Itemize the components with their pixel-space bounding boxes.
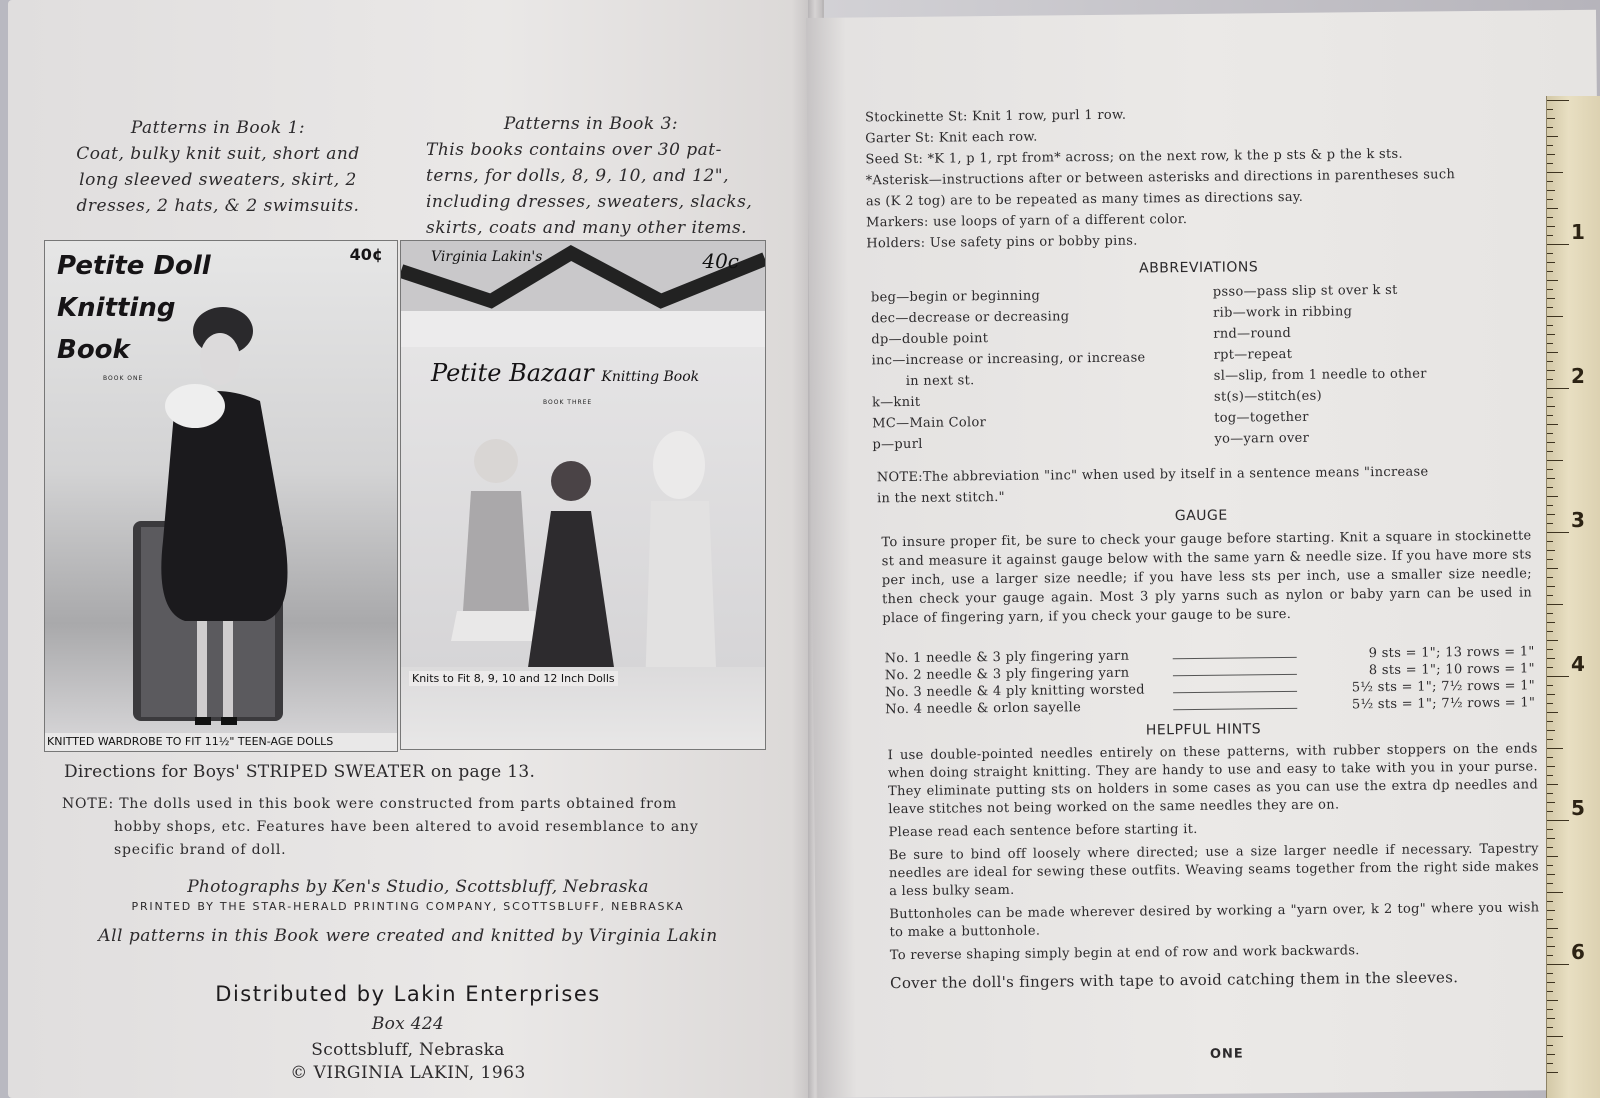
definition-line: Holders: Use safety pins or bobby pins.	[866, 233, 1138, 252]
definition-line: as (K 2 tog) are to be repeated as many times as directions say.	[865, 189, 1304, 210]
gauge-needle: No. 3 needle & 4 ply knitting worsted	[884, 682, 1145, 701]
ruler-tick	[1547, 1018, 1555, 1019]
ruler-tick	[1547, 1063, 1553, 1064]
ruler-tick	[1547, 937, 1553, 938]
ruler-tick	[1547, 226, 1555, 227]
ruler-tick	[1547, 136, 1558, 137]
gauge-table	[885, 643, 1536, 718]
hints-heading: HELPFUL HINTS	[1145, 721, 1262, 739]
cover3-book-label: BOOK THREE	[543, 399, 593, 406]
po-box: Box 424	[371, 1014, 445, 1034]
ruler-tick	[1547, 577, 1553, 578]
ruler-tick	[1547, 910, 1555, 911]
book3-heading: Patterns in Book 3:	[503, 114, 679, 134]
ruler-tick	[1547, 766, 1555, 767]
ruler-tick	[1547, 685, 1553, 686]
ruler-tick	[1547, 1000, 1558, 1001]
distributor: Distributed by Lakin Enterprises	[215, 982, 601, 1006]
abbreviation: psso—pass slip st over k st	[1212, 282, 1398, 300]
directions-text: Directions for Boys' STRIPED SWEATER on page 13.	[64, 762, 536, 782]
ruler-tick	[1547, 694, 1555, 695]
abbreviations-right-column	[1213, 279, 1525, 450]
abbreviations-left-column	[871, 284, 1213, 456]
ruler-tick	[1547, 739, 1553, 740]
ruler-tick	[1547, 469, 1553, 470]
ruler-tick	[1547, 1036, 1563, 1037]
ruler-tick	[1547, 271, 1553, 272]
ruler-tick	[1547, 667, 1553, 668]
ruler-tick	[1547, 730, 1555, 731]
book3-line: including dresses, sweaters, slacks,	[426, 192, 753, 212]
ruler-tick	[1547, 865, 1553, 866]
definition-line: Stockinette St: Knit 1 row, purl 1 row.	[864, 107, 1127, 126]
abbreviation: dec—decrease or decreasing	[871, 309, 1070, 327]
ruler-tick	[1547, 523, 1553, 524]
abbreviations-heading: ABBREVIATIONS	[1138, 259, 1259, 277]
ruler-tick	[1547, 289, 1553, 290]
city: Scottsbluff, Nebraska	[311, 1040, 505, 1060]
abbreviation: yo—yarn over	[1214, 430, 1310, 447]
ruler-tick	[1547, 451, 1553, 452]
ruler-tick	[1547, 514, 1555, 515]
abbreviation: sl—slip, from 1 needle to other	[1213, 366, 1427, 384]
note-line: NOTE: The dolls used in this book were constructed from parts obtained from	[62, 796, 677, 812]
ruler-tick	[1547, 1027, 1553, 1028]
cover1-title-line: Petite Doll	[57, 251, 211, 281]
ruler-number: 3	[1571, 508, 1585, 532]
ruler-tick	[1547, 640, 1558, 641]
cover3-brand: Virginia Lakin's	[431, 249, 543, 265]
helpful-hints	[888, 740, 1541, 998]
ruler-tick	[1547, 118, 1555, 119]
three-dolls-illustration	[401, 401, 765, 701]
ruler-tick	[1547, 991, 1553, 992]
leader-line	[1173, 646, 1297, 659]
ruler-tick	[1547, 568, 1558, 569]
ruler-tick	[1547, 622, 1555, 623]
ruler-tick	[1547, 838, 1555, 839]
leader-line	[1173, 697, 1297, 710]
ruler-tick	[1547, 199, 1553, 200]
tape-measure-ruler	[1546, 96, 1600, 1098]
ruler-tick	[1547, 658, 1555, 659]
ruler-tick	[1547, 379, 1553, 380]
abbreviation: rib—work in ribbing	[1213, 304, 1353, 321]
ruler-tick	[1547, 343, 1553, 344]
ruler-tick	[1547, 649, 1553, 650]
ruler-tick	[1547, 334, 1555, 335]
definition-line: Seed St: *K 1, p 1, rpt from* across; on the next row, k the p sts & p the k sts.	[865, 146, 1404, 168]
ruler-tick	[1547, 190, 1555, 191]
cover1-title-line: Book	[57, 335, 130, 365]
cover3-price: 40c	[702, 249, 739, 273]
ruler-tick	[1547, 775, 1553, 776]
ruler-number: 2	[1571, 364, 1585, 388]
ruler-tick	[1547, 946, 1555, 947]
abbreviation: inc—increase or increasing, or increase	[871, 350, 1146, 369]
abbreviation: k—knit	[871, 394, 921, 411]
stitch-definitions	[865, 101, 1517, 255]
gauge-heading: GAUGE	[1174, 507, 1228, 525]
ruler-tick	[1547, 550, 1555, 551]
ruler-tick	[1547, 280, 1558, 281]
ruler-tick	[1547, 1054, 1555, 1055]
definition-line: *Asterisk—instructions after or between asterisks and directions in parentheses such	[865, 167, 1456, 189]
ruler-tick	[1547, 559, 1553, 560]
ruler-tick	[1547, 613, 1553, 614]
ruler-tick	[1547, 235, 1553, 236]
gauge-value: 9 sts = 1"; 13 rows = 1"	[1368, 644, 1535, 662]
ruler-tick	[1547, 631, 1553, 632]
ruler-tick	[1547, 964, 1569, 965]
ruler-tick	[1547, 748, 1563, 749]
ruler-tick	[1547, 487, 1553, 488]
ruler-tick	[1547, 307, 1553, 308]
leader-line	[1173, 663, 1297, 676]
abbreviation-note-line: NOTE:The abbreviation "inc" when used by itself in a sentence means "increase	[876, 464, 1429, 486]
ruler-tick	[1547, 757, 1553, 758]
note-line: specific brand of doll.	[114, 842, 287, 858]
ruler-number: 4	[1571, 652, 1585, 676]
hint-paragraph: I use double-pointed needles entirely on these patterns, with rubber stoppers on the ends when doing straight knitting. They are handy to use and easy to take with you in your purse. They eliminate putting sts on holders in some cases as you can use the extra dp needles and leave stitches not being worked on the same needles they are on.	[887, 741, 1539, 818]
ruler-tick	[1547, 847, 1553, 848]
hint-paragraph-last: Cover the doll's fingers with tape to avoid catching them in the sleeves.	[890, 968, 1459, 993]
ruler-tick	[1547, 883, 1553, 884]
gauge-paragraph: To insure proper fit, be sure to check your gauge before starting. Knit a square in stockinette st and measure it against gauge below with the same yarn & needle size. If you have more sts per inch, use a larger size needle; if you have less sts per inch, use a smaller size needle; then check your gauge again. Most 3 ply yarns such as nylon or baby yarn can be used in place of fingering yarn, if you check your gauge to be sure.	[881, 528, 1533, 627]
ruler-tick	[1547, 793, 1553, 794]
ruler-tick	[1547, 1072, 1558, 1073]
ruler-tick	[1547, 154, 1555, 155]
left-page	[8, 0, 824, 1098]
ruler-tick	[1547, 919, 1553, 920]
ruler-tick	[1547, 676, 1569, 677]
ruler-tick	[1547, 586, 1555, 587]
abbreviation-note-line: in the next stitch."	[876, 489, 1006, 507]
book1-cover-photo	[44, 240, 398, 752]
ruler-tick	[1547, 856, 1558, 857]
ruler-tick	[1547, 712, 1558, 713]
ruler-tick	[1547, 217, 1553, 218]
ruler-tick	[1547, 541, 1553, 542]
ruler-tick	[1547, 208, 1558, 209]
abbreviation: dp—double point	[871, 331, 989, 348]
note-text	[62, 793, 742, 862]
book1-heading: Patterns in Book 1:	[130, 118, 306, 138]
ruler-tick	[1547, 820, 1569, 821]
book3-line: terns, for dolls, 8, 9, 10, and 12",	[426, 166, 729, 186]
book1-line: long sleeved sweaters, skirt, 2	[79, 170, 357, 190]
ruler-tick	[1547, 1009, 1553, 1010]
ruler-tick	[1547, 397, 1553, 398]
book3-line: This books contains over 30 pat-	[426, 140, 722, 160]
book1-line: dresses, 2 hats, & 2 swimsuits.	[76, 196, 360, 216]
ruler-number: 6	[1571, 940, 1585, 964]
ruler-tick	[1547, 478, 1555, 479]
printer-credit: PRINTED BY THE STAR-HERALD PRINTING COMPANY, SCOTTSBLUFF, NEBRASKA	[131, 900, 685, 913]
abbreviation: in next st.	[905, 373, 975, 389]
ruler-tick	[1547, 325, 1553, 326]
ruler-tick	[1547, 973, 1553, 974]
ruler-tick	[1547, 802, 1555, 803]
ruler-tick	[1547, 721, 1553, 722]
page-number: ONE	[1209, 1046, 1244, 1062]
book3-line: skirts, coats and many other items.	[426, 218, 748, 238]
ruler-tick	[1547, 298, 1555, 299]
ruler-tick	[1547, 703, 1553, 704]
ruler-tick	[1547, 874, 1555, 875]
hint-paragraph: Please read each sentence before starting it.	[888, 821, 1198, 841]
gauge-needle: No. 1 needle & 3 ply fingering yarn	[884, 648, 1130, 667]
abbreviation: rpt—repeat	[1213, 346, 1293, 363]
book1-patterns	[68, 115, 368, 219]
ruler-tick	[1547, 784, 1558, 785]
ruler-tick	[1547, 253, 1553, 254]
ruler-number: 5	[1571, 796, 1585, 820]
ruler-tick	[1547, 370, 1555, 371]
copyright: © VIRGINIA LAKIN, 1963	[290, 1063, 526, 1083]
abbreviation: rnd—round	[1213, 325, 1292, 342]
ruler-tick	[1547, 109, 1553, 110]
ruler-tick	[1547, 442, 1555, 443]
ruler-tick	[1547, 460, 1563, 461]
gauge-needle: No. 4 needle & orlon sayelle	[885, 700, 1082, 718]
ruler-tick	[1547, 352, 1558, 353]
ruler-tick	[1547, 262, 1555, 263]
abbreviation: p—purl	[872, 436, 923, 453]
book3-cover-photo	[400, 240, 766, 750]
definition-line: Garter St: Knit each row.	[865, 129, 1038, 147]
ruler-tick	[1547, 811, 1553, 812]
ruler-tick	[1547, 145, 1553, 146]
cover1-book-label: BOOK ONE	[103, 375, 144, 382]
cover3-footer: Knits to Fit 8, 9, 10 and 12 Inch Dolls	[409, 671, 618, 686]
ruler-tick	[1547, 127, 1553, 128]
right-page	[806, 10, 1600, 1098]
gauge-needle: No. 2 needle & 3 ply fingering yarn	[884, 665, 1130, 684]
abbreviation: st(s)—stitch(es)	[1213, 388, 1323, 405]
book1-line: Coat, bulky knit suit, short and	[76, 144, 360, 164]
ruler-tick	[1547, 244, 1569, 245]
book3-patterns	[426, 111, 756, 241]
ruler-tick	[1547, 172, 1563, 173]
cover3-title-sub: Knitting Book	[601, 369, 700, 385]
ruler-tick	[1547, 181, 1553, 182]
hint-paragraph: Buttonholes can be made wherever desired by working a "yarn over, k 2 tog" where you wish to make a buttonhole.	[889, 900, 1540, 941]
gauge-value: 5½ sts = 1"; 7½ rows = 1"	[1351, 678, 1536, 696]
ruler-tick	[1547, 361, 1553, 362]
ruler-tick	[1547, 532, 1569, 533]
abbreviation: MC—Main Color	[872, 415, 987, 432]
leader-line	[1173, 680, 1297, 693]
ruler-tick	[1547, 604, 1563, 605]
ruler-tick	[1547, 892, 1563, 893]
hint-paragraph: To reverse shaping simply begin at end of row and work backwards.	[889, 943, 1360, 964]
abbreviation-note	[877, 460, 1527, 509]
ruler-tick	[1547, 424, 1558, 425]
ruler-tick	[1547, 955, 1553, 956]
ruler-tick	[1547, 496, 1558, 497]
abbreviation: tog—together	[1214, 409, 1309, 426]
hint-paragraph: Be sure to bind off loosely where directed; use a size larger needle if necessary. Tapestry needles are ideal for sewing these outfits. Weaving seams together from the right side makes a less bulky seam.	[888, 841, 1540, 900]
ruler-tick	[1547, 433, 1553, 434]
cover3-band	[401, 311, 765, 347]
cover3-title-main: Petite Bazaar	[431, 359, 594, 387]
ruler-tick	[1547, 901, 1553, 902]
ruler-tick	[1547, 100, 1569, 101]
doll-in-coat-illustration	[45, 241, 397, 733]
cover1-title-line: Knitting	[57, 293, 176, 323]
ruler-tick	[1547, 595, 1553, 596]
definition-line: Markers: use loops of yarn of a different color.	[866, 212, 1188, 231]
ruler-tick	[1547, 163, 1553, 164]
cover3-title	[431, 359, 699, 387]
ruler-tick	[1547, 982, 1555, 983]
abbreviation: beg—begin or beginning	[870, 288, 1041, 306]
ruler-tick	[1547, 829, 1553, 830]
ruler-tick	[1547, 1045, 1553, 1046]
photographs-credit: Photographs by Ken's Studio, Scottsbluff, Nebraska	[187, 877, 649, 897]
cover1-footer: KNITTED WARDROBE TO FIT 11½" TEEN-AGE DOLLS	[45, 733, 398, 751]
ruler-tick	[1547, 505, 1553, 506]
ruler-tick	[1547, 415, 1553, 416]
ruler-tick	[1547, 316, 1563, 317]
author-credit: All patterns in this Book were created and knitted by Virginia Lakin	[98, 926, 718, 946]
gauge-value: 5½ sts = 1"; 7½ rows = 1"	[1351, 695, 1536, 713]
ruler-tick	[1547, 388, 1569, 389]
ruler-tick	[1547, 928, 1558, 929]
cover1-price: 40¢	[349, 245, 383, 264]
gauge-value: 8 sts = 1"; 10 rows = 1"	[1368, 661, 1535, 679]
ruler-number: 1	[1571, 220, 1585, 244]
note-line: hobby shops, etc. Features have been altered to avoid resemblance to any	[114, 819, 699, 835]
ruler-tick	[1547, 406, 1555, 407]
